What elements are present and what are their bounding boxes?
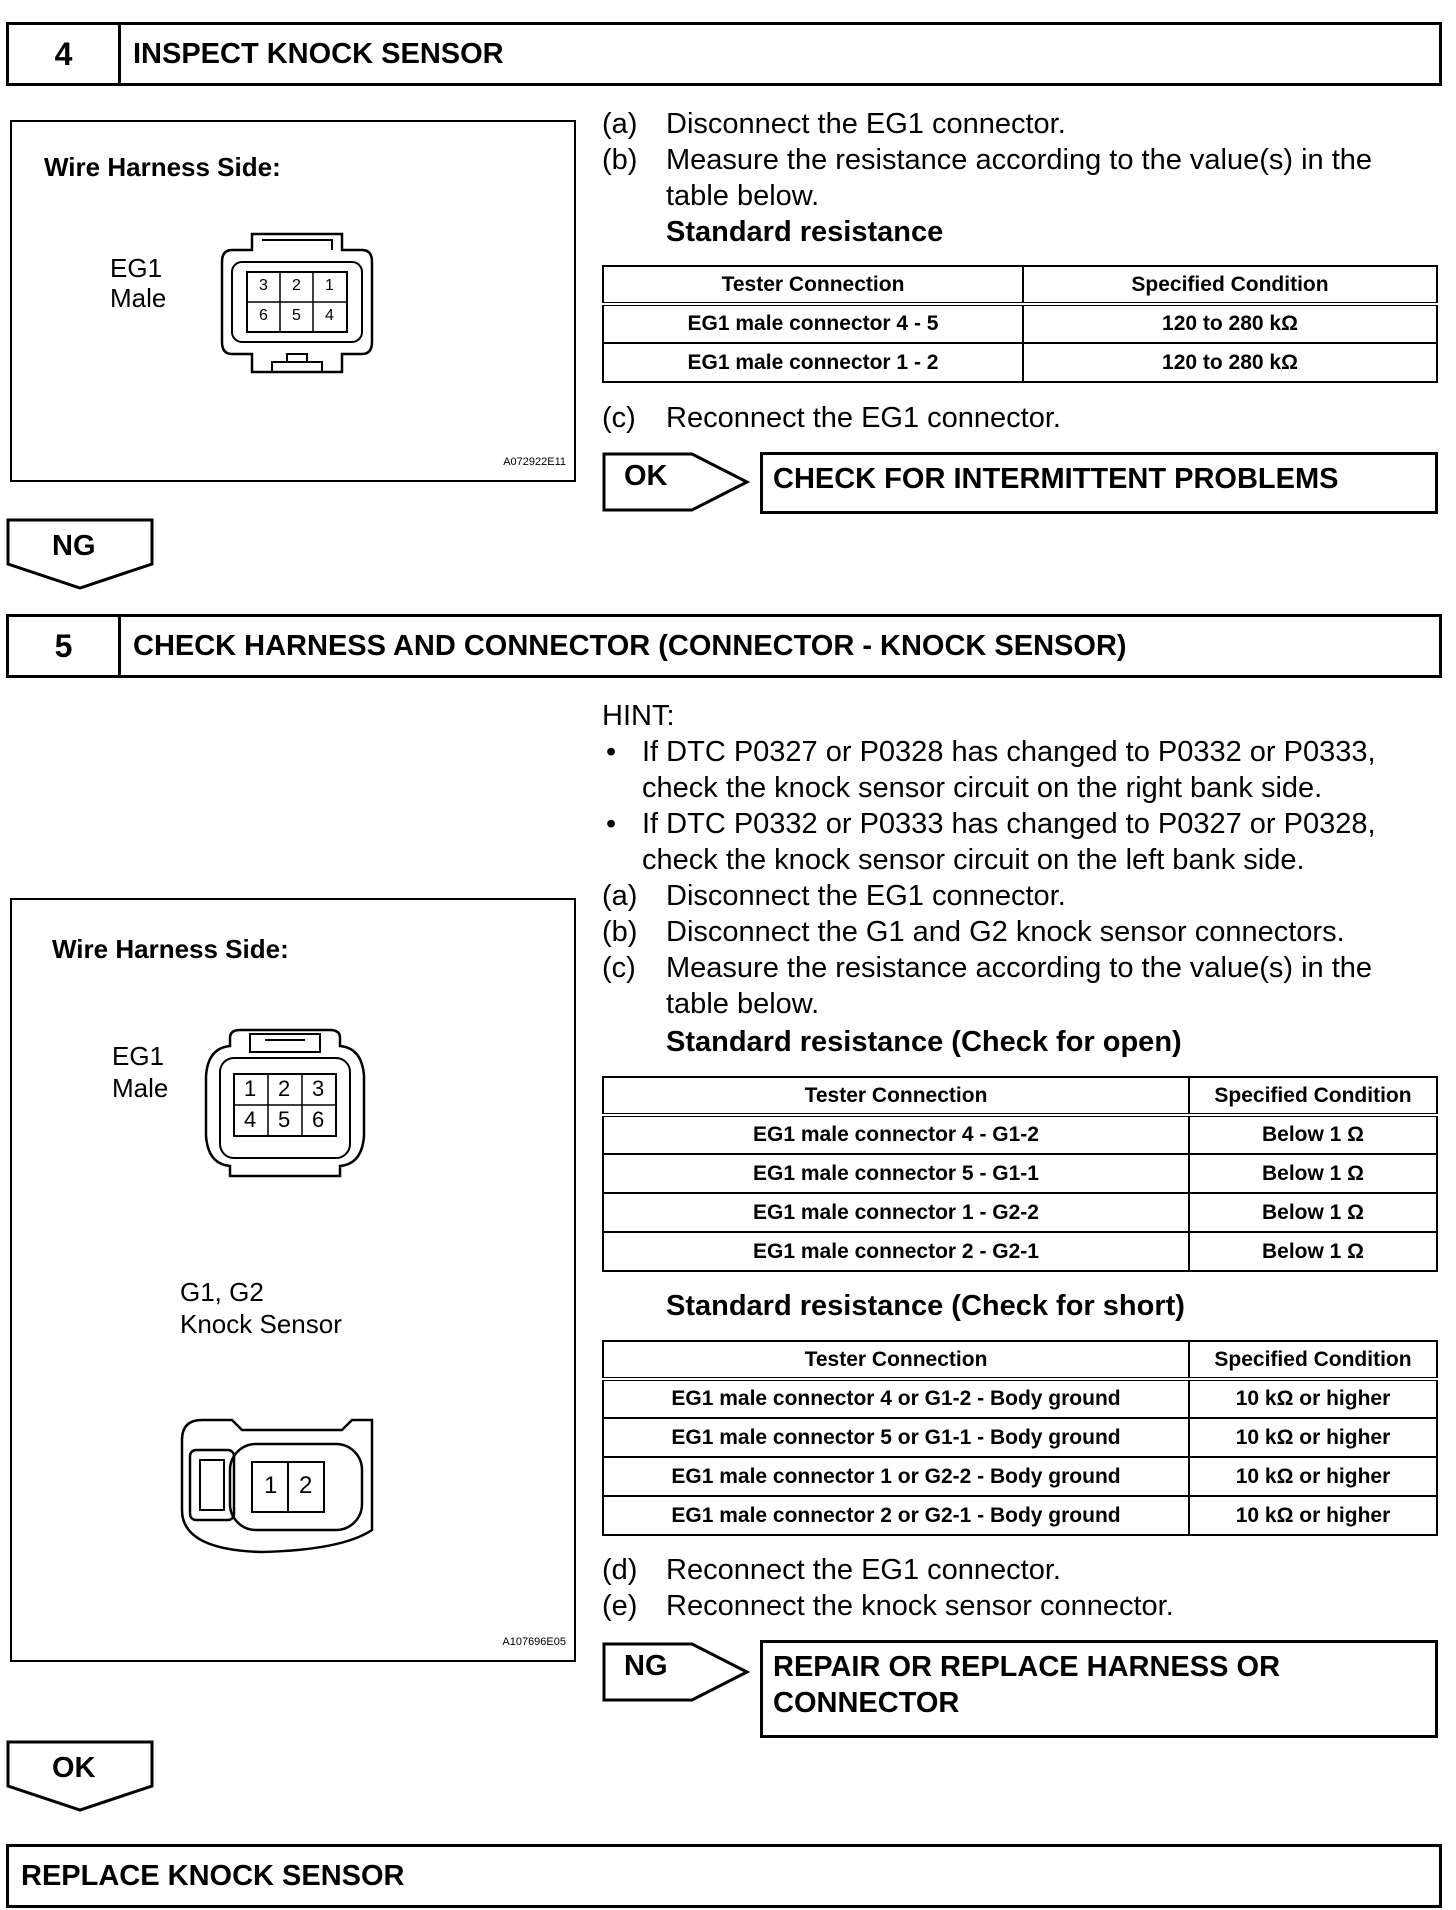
- bullet: •: [606, 736, 617, 768]
- table-cell: EG1 male connector 2 or G2-1 - Body ground: [603, 1496, 1189, 1535]
- step-text: table below.: [666, 988, 820, 1020]
- pin-label: 4: [244, 1107, 257, 1132]
- hint-text: If DTC P0327 or P0328 has changed to P0332 or P0333,: [642, 736, 1376, 768]
- table-cell: 10 kΩ or higher: [1189, 1496, 1437, 1535]
- result-text: REPAIR OR REPLACE HARNESS OR: [773, 1651, 1281, 1683]
- table-cell: Below 1 Ω: [1189, 1154, 1437, 1193]
- open-check-table: [602, 1076, 1438, 1272]
- short-check-table: [602, 1340, 1438, 1536]
- hint-text: check the knock sensor circuit on the left bank side.: [642, 844, 1305, 876]
- connector-gender: Male: [110, 283, 167, 313]
- connector-name: EG1: [110, 253, 163, 283]
- table-cell: EG1 male connector 5 or G1-1 - Body ground: [603, 1418, 1189, 1457]
- table-header: Specified Condition: [1189, 1341, 1437, 1379]
- figure-code: A107696E05: [502, 1636, 566, 1648]
- figure-code: A072922E11: [503, 456, 566, 468]
- table-row: [603, 1457, 1437, 1496]
- step-label: (b): [602, 916, 638, 948]
- pin-label: 2: [299, 1472, 313, 1499]
- step-text: table below.: [666, 180, 820, 212]
- step-label: (c): [602, 952, 636, 984]
- step-title: REPLACE KNOCK SENSOR: [21, 1859, 405, 1892]
- pin-label: 5: [292, 307, 301, 324]
- pin-label: 2: [292, 277, 301, 294]
- ok-tag-label: OK: [624, 460, 668, 492]
- pin-label: 1: [264, 1472, 278, 1499]
- table-row: [603, 1379, 1437, 1418]
- table-cell: 10 kΩ or higher: [1189, 1457, 1437, 1496]
- table-cell: 120 to 280 kΩ: [1023, 343, 1437, 382]
- pin-label: 3: [312, 1076, 325, 1101]
- table-title: Standard resistance: [666, 216, 944, 248]
- connector-gender: Male: [112, 1073, 169, 1103]
- pin-label: 4: [325, 307, 334, 324]
- step-label: (b): [602, 144, 638, 176]
- step-label: (d): [602, 1554, 638, 1586]
- hint-label: HINT:: [602, 700, 675, 732]
- pin-label: 5: [278, 1107, 291, 1132]
- pin-label: 6: [312, 1107, 325, 1132]
- table-cell: EG1 male connector 4 or G1-2 - Body ground: [603, 1379, 1189, 1418]
- table-row: [603, 1115, 1437, 1154]
- table-title: Standard resistance (Check for open): [666, 1026, 1182, 1058]
- table-row: [603, 343, 1437, 382]
- table-title: Standard resistance (Check for short): [666, 1290, 1185, 1322]
- figure-title: Wire Harness Side:: [52, 934, 289, 964]
- step-text: Disconnect the G1 and G2 knock sensor connectors.: [666, 916, 1345, 948]
- step-5-header: [6, 614, 1442, 678]
- step-text: Reconnect the EG1 connector.: [666, 402, 1061, 434]
- table-row: [603, 304, 1437, 343]
- pin-label: 3: [259, 277, 268, 294]
- result-box: [760, 452, 1438, 514]
- figure-5: [10, 898, 576, 1662]
- step-text: Disconnect the EG1 connector.: [666, 880, 1066, 912]
- bullet: •: [606, 808, 617, 840]
- table-cell: Below 1 Ω: [1189, 1193, 1437, 1232]
- step-label: (e): [602, 1590, 638, 1622]
- step-number: 5: [9, 617, 121, 675]
- ng-tag-label: NG: [624, 1650, 668, 1682]
- table-cell: EG1 male connector 5 - G1-1: [603, 1154, 1189, 1193]
- step-text: Reconnect the EG1 connector.: [666, 1554, 1061, 1586]
- pin-label: 1: [244, 1076, 257, 1101]
- table-cell: 10 kΩ or higher: [1189, 1418, 1437, 1457]
- hint-text: check the knock sensor circuit on the right bank side.: [642, 772, 1323, 804]
- table-header: Tester Connection: [603, 266, 1023, 304]
- table-cell: EG1 male connector 1 - 2: [603, 343, 1023, 382]
- table-cell: 120 to 280 kΩ: [1023, 304, 1437, 343]
- table-row: [603, 1232, 1437, 1271]
- table-cell: Below 1 Ω: [1189, 1232, 1437, 1271]
- ng-tag-label: NG: [52, 530, 96, 562]
- connector-name: EG1: [112, 1041, 165, 1071]
- sensor-label: G1, G2: [180, 1277, 264, 1307]
- table-row: [603, 1418, 1437, 1457]
- step-title: INSPECT KNOCK SENSOR: [133, 37, 504, 70]
- sensor-label: Knock Sensor: [180, 1309, 342, 1339]
- result-text: CONNECTOR: [773, 1687, 960, 1719]
- table-cell: 10 kΩ or higher: [1189, 1379, 1437, 1418]
- table-header: Tester Connection: [603, 1341, 1189, 1379]
- table-row: [603, 1193, 1437, 1232]
- hint-text: If DTC P0332 or P0333 has changed to P0327 or P0328,: [642, 808, 1376, 840]
- table-row: [603, 1154, 1437, 1193]
- table-header: Tester Connection: [603, 1077, 1189, 1115]
- step-text: Measure the resistance according to the value(s) in the: [666, 144, 1373, 176]
- step-text: Reconnect the knock sensor connector.: [666, 1590, 1174, 1622]
- pin-label: 6: [259, 307, 268, 324]
- step-label: (a): [602, 880, 638, 912]
- table-header: Specified Condition: [1189, 1077, 1437, 1115]
- table-row: [603, 1496, 1437, 1535]
- step-number: 4: [9, 25, 121, 83]
- step-4-header: [6, 22, 1442, 86]
- step-text: Disconnect the EG1 connector.: [666, 108, 1066, 140]
- table-cell: EG1 male connector 2 - G2-1: [603, 1232, 1189, 1271]
- step-label: (c): [602, 402, 636, 434]
- table-cell: EG1 male connector 4 - G1-2: [603, 1115, 1189, 1154]
- ok-tag-label: OK: [52, 1752, 96, 1784]
- table-header: Specified Condition: [1023, 266, 1437, 304]
- final-step-header: [6, 1844, 1442, 1908]
- step-text: Measure the resistance according to the value(s) in the: [666, 952, 1373, 984]
- result-text: CHECK FOR INTERMITTENT PROBLEMS: [773, 463, 1339, 495]
- step-label: (a): [602, 108, 638, 140]
- resistance-table: [602, 265, 1438, 383]
- table-cell: EG1 male connector 4 - 5: [603, 304, 1023, 343]
- figure-4: [10, 120, 576, 482]
- step-title: CHECK HARNESS AND CONNECTOR (CONNECTOR - KNOCK SENSOR): [133, 629, 1127, 662]
- table-cell: EG1 male connector 1 or G2-2 - Body ground: [603, 1457, 1189, 1496]
- pin-label: 2: [278, 1076, 291, 1101]
- pin-label: 1: [325, 277, 334, 294]
- table-cell: EG1 male connector 1 - G2-2: [603, 1193, 1189, 1232]
- table-cell: Below 1 Ω: [1189, 1115, 1437, 1154]
- result-box: [760, 1640, 1438, 1738]
- figure-title: Wire Harness Side:: [44, 152, 281, 182]
